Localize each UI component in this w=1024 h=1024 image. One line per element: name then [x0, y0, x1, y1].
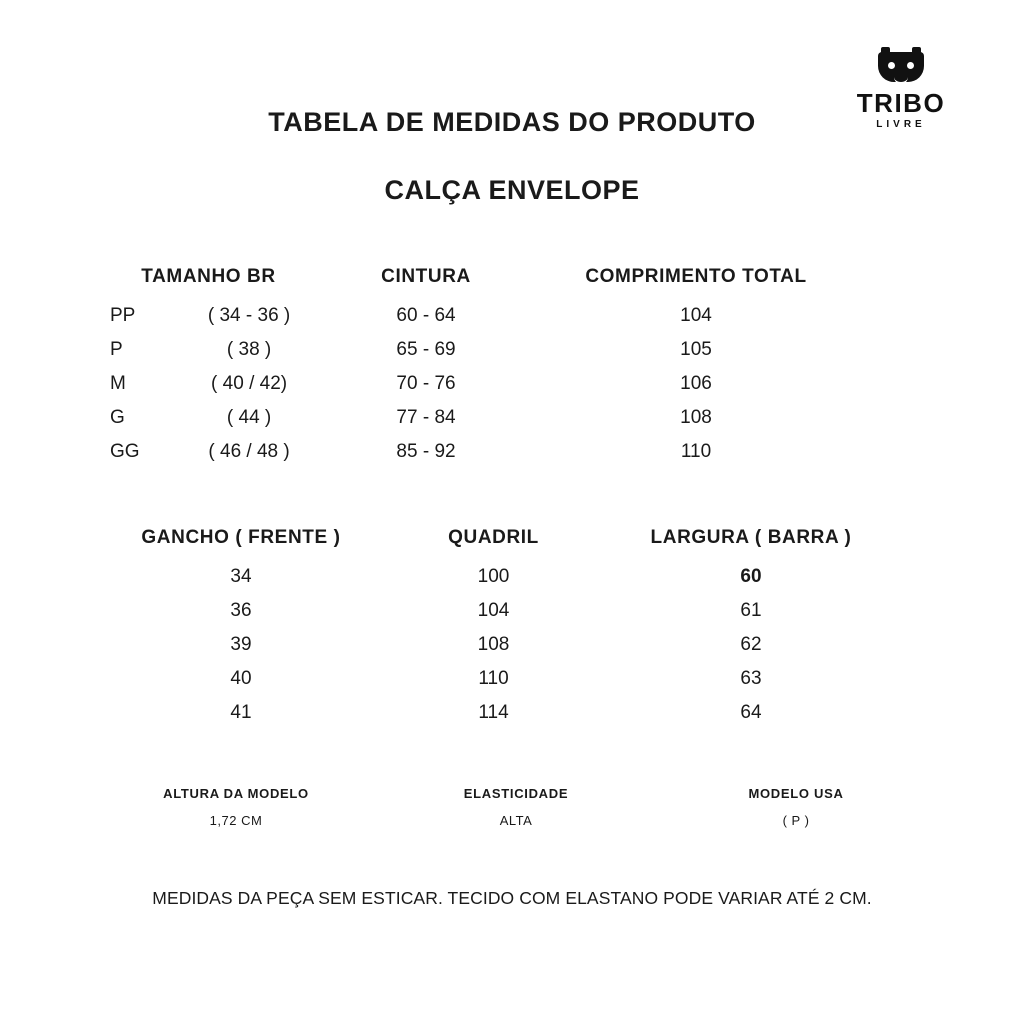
table-row [96, 407, 321, 429]
table-cell: 108 [477, 634, 510, 655]
table-cell: 40 [230, 668, 252, 689]
extra-info-value: ALTA [499, 813, 533, 828]
table-cell: 63 [740, 668, 762, 689]
brand-subtitle: LIVRE [876, 119, 926, 130]
size-range: ( 38 ) [226, 339, 272, 360]
extra-info-value: 1,72 CM [209, 813, 263, 828]
logo-eye-right [907, 62, 914, 69]
table-cell: 85 - 92 [396, 441, 456, 462]
table-cell: 61 [740, 600, 762, 621]
column-hip [386, 527, 601, 724]
extra-info-label: MODELO USA [748, 786, 844, 801]
table-cell: 65 - 69 [396, 339, 456, 360]
column-total-length [531, 266, 861, 463]
product-title: CALÇA ENVELOPE [384, 175, 640, 205]
table-cell: 34 [230, 566, 252, 587]
extra-info-value: ( P ) [782, 813, 810, 828]
column-header-hem-width: LARGURA ( BARRA ) [650, 527, 852, 548]
size-label: GG [110, 441, 140, 462]
column-hem-width [601, 527, 901, 724]
logo-mouth [894, 75, 908, 84]
extra-info-model-height [96, 786, 376, 828]
extra-info-elasticity [376, 786, 656, 828]
extra-info-label: ELASTICIDADE [463, 786, 569, 801]
size-label: P [110, 339, 123, 360]
extra-info-row [96, 786, 936, 828]
column-header-waist: CINTURA [381, 266, 471, 287]
column-waist [321, 266, 531, 463]
table-cell: 41 [230, 702, 252, 723]
footer-disclaimer: MEDIDAS DA PEÇA SEM ESTICAR. TECIDO COM ELASTANO PODE VARIAR ATÉ 2 CM. [152, 888, 872, 908]
table-cell: 105 [680, 339, 712, 360]
table-cell: 108 [680, 407, 712, 428]
table-cell: 100 [477, 566, 510, 587]
table-row [96, 441, 321, 463]
logo-eye-left [888, 62, 895, 69]
size-range: ( 40 / 42) [211, 373, 288, 394]
table-cell: 39 [230, 634, 252, 655]
table-cell: 114 [478, 702, 509, 723]
table-cell: 60 [740, 566, 762, 587]
table-cell: 106 [680, 373, 712, 394]
table-cell: 110 [680, 441, 712, 462]
size-label: G [110, 407, 125, 428]
column-header-size: TAMANHO BR [141, 266, 276, 287]
column-header-total-length: COMPRIMENTO TOTAL [585, 266, 807, 287]
size-label: PP [110, 305, 136, 326]
size-range: ( 44 ) [226, 407, 272, 428]
size-range: ( 34 - 36 ) [207, 305, 291, 326]
column-header-hook-front: GANCHO ( FRENTE ) [141, 527, 341, 548]
column-size [96, 266, 321, 463]
brand-wordmark: TRIBO [856, 88, 946, 118]
table-cell: 104 [680, 305, 712, 326]
extra-info-model-wears [656, 786, 936, 828]
table-cell: 77 - 84 [396, 407, 456, 428]
table-cell: 36 [230, 600, 252, 621]
table-cell: 104 [477, 600, 510, 621]
table-cell: 64 [740, 702, 762, 723]
table-row [96, 339, 321, 361]
size-label: M [110, 373, 126, 394]
bull-head-icon [878, 52, 924, 86]
measurements-block-primary [96, 266, 936, 463]
table-cell: 70 - 76 [396, 373, 456, 394]
table-cell: 62 [740, 634, 762, 655]
column-hook-front [96, 527, 386, 724]
table-row [96, 305, 321, 327]
size-range: ( 46 / 48 ) [208, 441, 290, 462]
table-cell: 60 - 64 [396, 305, 456, 326]
table-row [96, 373, 321, 395]
column-header-hip: QUADRIL [448, 527, 539, 548]
measurements-block-secondary [96, 527, 936, 724]
extra-info-label: ALTURA DA MODELO [163, 786, 309, 801]
table-cell: 110 [478, 668, 509, 689]
page-title: TABELA DE MEDIDAS DO PRODUTO [268, 107, 756, 137]
